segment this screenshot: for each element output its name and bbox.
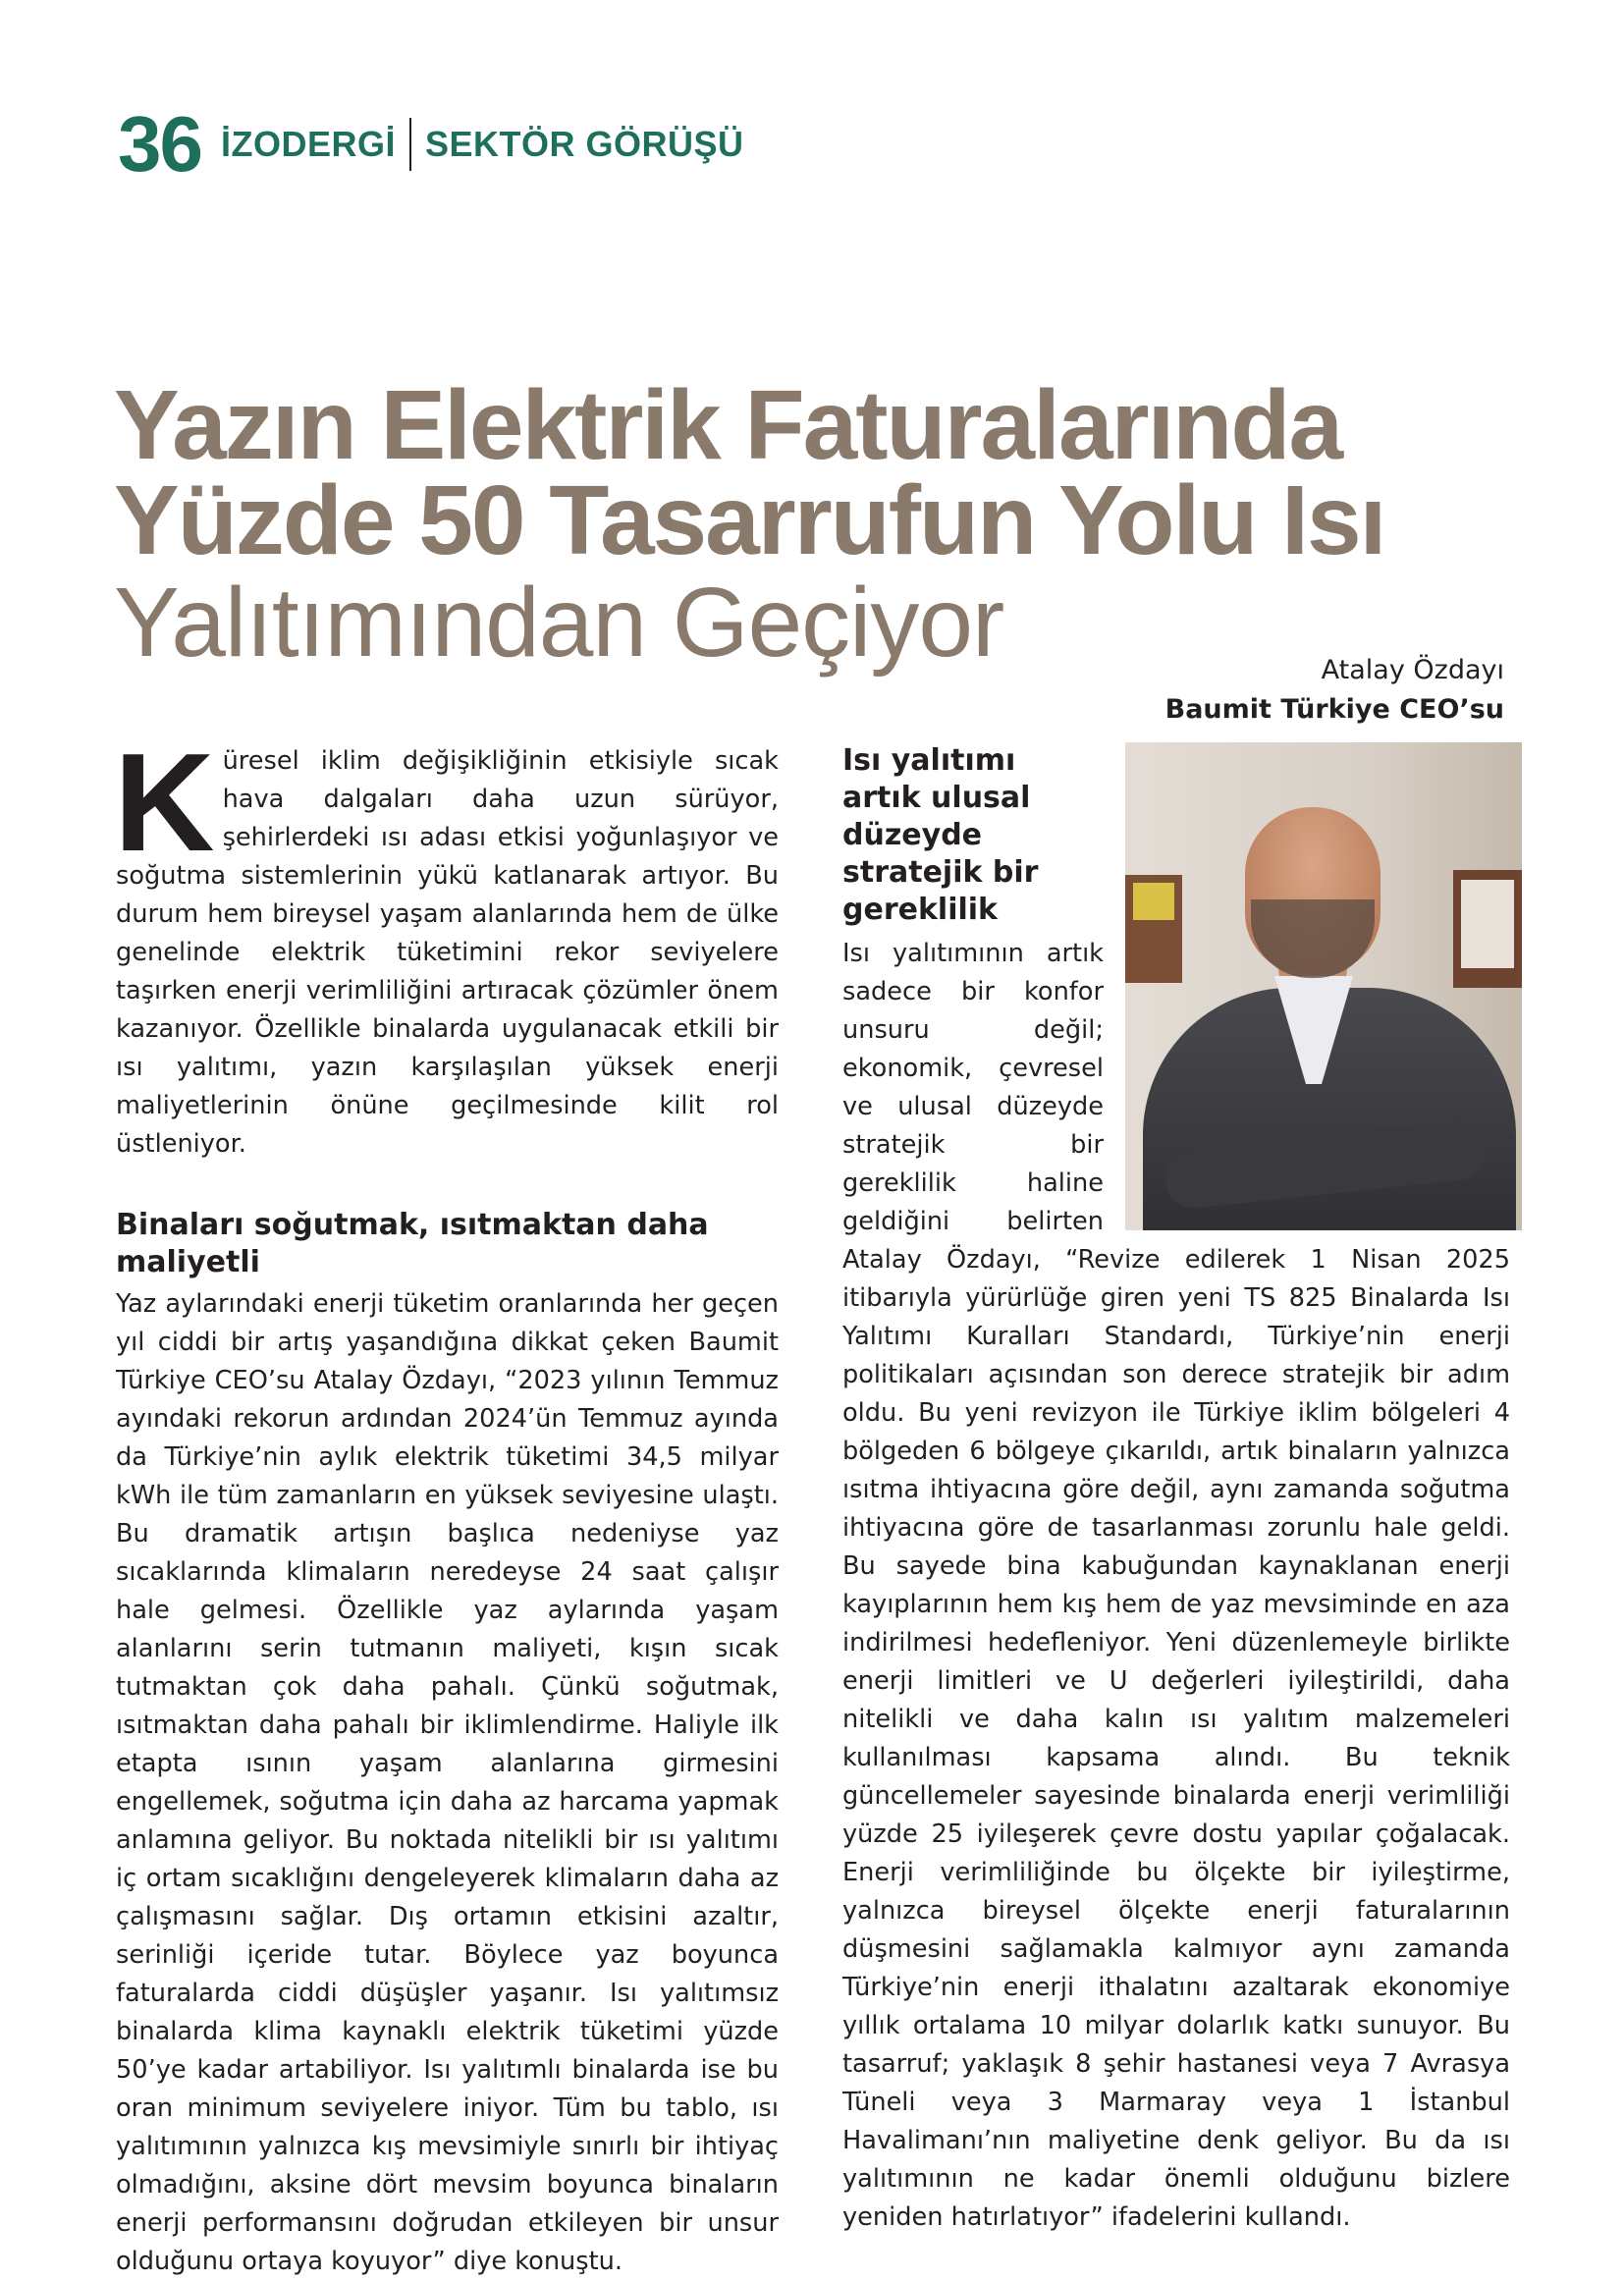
title-line-2: Yüzde 50 Tasarrufun Yolu Isı xyxy=(114,465,1385,575)
title-line-3: Yalıtımından Geçiyor xyxy=(114,568,1004,678)
right-column xyxy=(842,742,1510,2237)
intro-text: üresel iklim değişikliğinin etkisiyle sıcak hava dalgaları daha uzun sürüyor, şehirlerdeki ısı adası etkisi yoğunlaşıyor ve soğutma sistemlerinin yükü katlanarak artıyor. Bu durum hem bireysel yaşam alanlarında hem de ülke genelinde elektrik tüketimini rekor seviyelere taşırken enerji verimliliğini artıracak çözümler önem kazanıyor. Özellikle binalarda uygulanacak etkili bir ısı yalıtımı, yazın karşılaşılan yüksek enerji maliyetlerinin önüne geçilmesinde kilit rol üstleniyor. xyxy=(116,746,779,1159)
wall-frame-right xyxy=(1453,870,1522,988)
left-subheading: Binaları soğutmak, ısıtmaktan daha maliyetli xyxy=(116,1208,709,1279)
section-name: SEKTÖR GÖRÜŞÜ xyxy=(425,124,744,164)
header-divider xyxy=(409,118,411,171)
title-line-1: Yazın Elektrik Faturalarında xyxy=(114,370,1342,480)
author-portrait-photo xyxy=(1125,742,1522,1230)
drop-cap: K xyxy=(114,725,215,881)
page-number: 36 xyxy=(118,100,201,188)
article-title xyxy=(114,370,1469,678)
page-header xyxy=(118,100,744,188)
magazine-name: İZODERGİ xyxy=(220,124,396,164)
wall-frame-left xyxy=(1125,875,1182,983)
left-body-paragraph: Yaz aylarındaki enerji tüketim oranlarında her geçen yıl ciddi bir artış yaşandığına dikkat çeken Baumit Türkiye CEO’su Atalay Özdayı, “2023 yılının Temmuz ayındaki rekorun ardından 2024’ün Temmuz ayında da Türkiye’nin aylık elektrik tüketimi 34,5 milyar kWh ile tüm zamanların en yüksek seviyesine ulaştı. Bu dramatik artışın başlıca nedeniyse yaz sıcaklarında klimaların neredeyse 24 saat çalışır hale gelmesi. Özellikle yaz aylarında yaşam alanlarını serin tutmanın maliyeti, kışın sıcak tutmaktan çok daha pahalı. Çünkü soğutmak, ısıtmaktan daha pahalı bir iklimlendirme. Haliyle ilk etapta ısının yaşam alanlarına girmesini engellemek, soğutma için daha az harcama yapmak anlamına geliyor. Bu noktada nitelikli bir ısı yalıtımı iç ortam sıcaklığını dengeleyerek klimaların daha az çalışmasını sağlar. Dış ortamın etkisini azaltır, serinliği içeride tutar. Böylece yaz boyunca faturalarda ciddi düşüşler yaşanır. Isı yalıtımsız binalarda klima kaynaklı elektrik tüketimi yüzde 50’ye kadar artabiliyor. Isı yalıtımlı binalarda ise bu oran minimum seviyelere iniyor. Tüm bu tablo, ısı yalıtımının yalnızca kış mevsimiyle sınırlı bir ihtiyaç olmadığını, aksine dört mevsim boyunca binaların enerji performansını doğrudan etkileyen bir unsur olduğunu ortaya koyuyor” diye konuştu. xyxy=(116,1289,779,2276)
left-column xyxy=(114,725,779,2281)
right-body-paragraph: Isı yalıtımının artık sadece bir konfor unsuru değil; ekonomik, çevresel ve ulusal düzeyde stratejik bir gereklilik haline geldiğini belirten Atalay Özdayı, “Revize edilerek 1 Nisan 2025 itibarıyla yürürlüğe giren yeni TS 825 Binalarda Isı Yalıtımı Kuralları Standardı, Türkiye’nin enerji politikaları açısından son derece stratejik bir adım oldu. Bu yeni revizyon ile Türkiye iklim bölgeleri 4 bölgeden 6 bölgeye çıkarıldı, artık binaların yalnızca ısıtma ihtiyacına göre değil, aynı zamanda soğutma ihtiyacına göre de tasarlanması zorunlu hale geldi. Bu sayede bina kabuğundan kaynaklanan enerji kayıplarının hem kış hem de yaz mevsiminde en aza indirilmesi hedefleniyor. Yeni düzenlemeyle birlikte enerji limitleri ve U değerleri iyileştirildi, daha nitelikli ve daha kalın ısı yalıtım malzemeleri kullanılması kapsama alındı. Bu teknik güncellemeler sayesinde binalarda enerji verimliliği yüzde 25 iyileşerek çevre dostu yapılar çoğalacak. Enerji verimliliğinde bu ölçekte bir iyileştirme, yalnızca bireysel ölçekte enerji faturalarının düşmesini sağlamakla kalmıyor aynı zamanda Türkiye’nin enerji ithalatını azaltarak ekonomiye yıllık ortalama 10 milyar dolarlık katkı sunuyor. Bu tasarruf; yaklaşık 8 şehir hastanesi veya 7 Avrasya Tüneli veya 3 Marmaray veya 1 İstanbul Havalimanı’nın maliyetine denk geliyor. Bu da ısı yalıtımının ne kadar önemli olduğunu bizlere yeniden hatırlatıyor” ifadelerini kullandı. xyxy=(842,939,1510,2232)
author-byline xyxy=(1165,651,1504,730)
right-subheading: Isı yalıtımı artık ulusal düzeyde stratejik bir gereklilik xyxy=(842,743,1039,927)
author-role: Baumit Türkiye CEO’su xyxy=(1164,694,1504,725)
author-name: Atalay Özdayı xyxy=(1321,655,1504,685)
intro-paragraph xyxy=(114,725,779,1164)
